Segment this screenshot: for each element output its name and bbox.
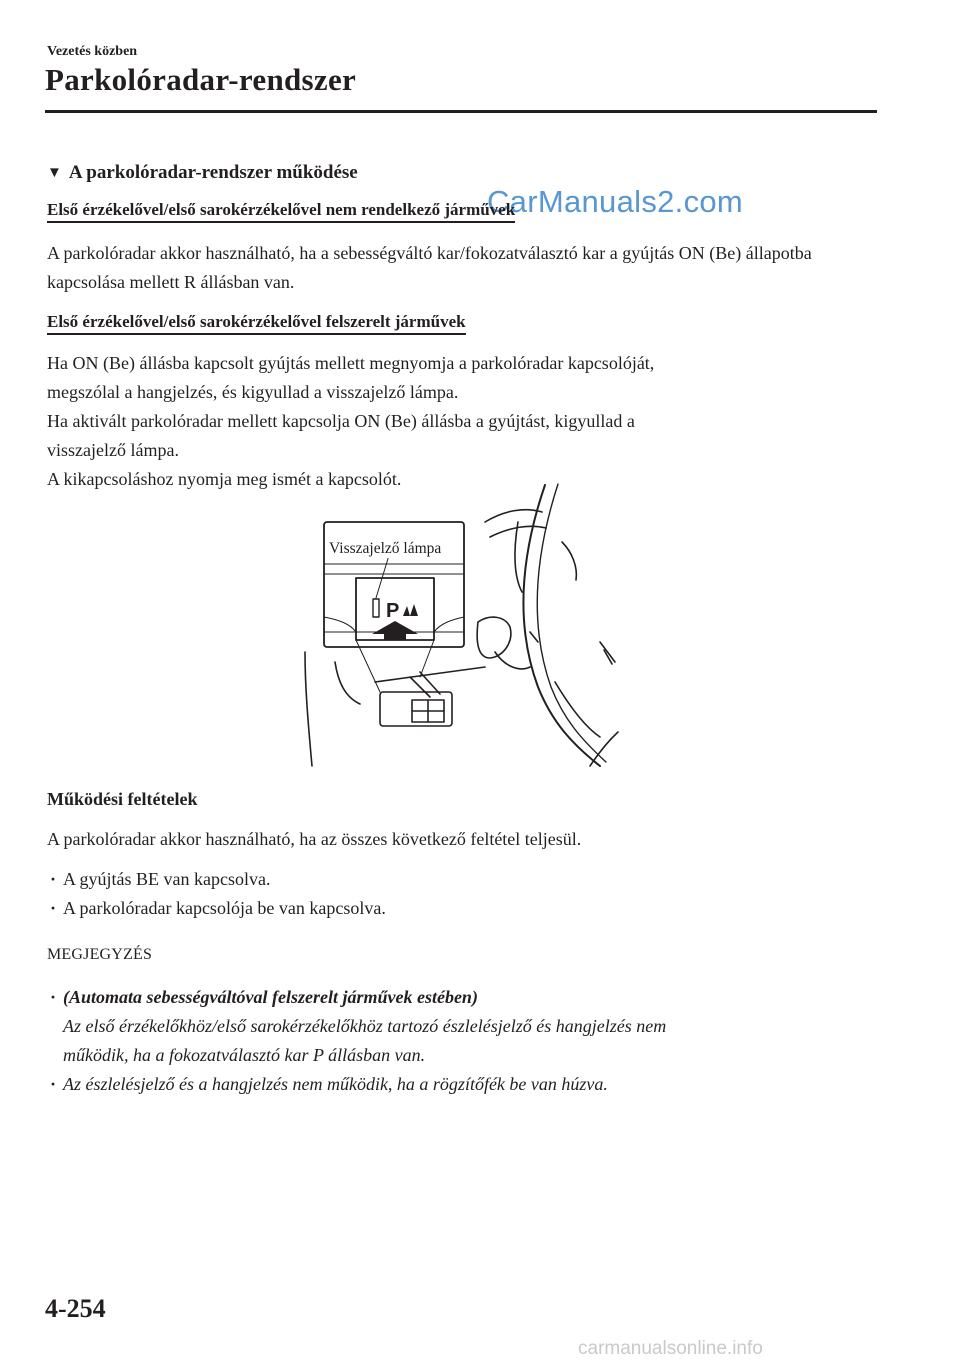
section-heading (47, 162, 358, 184)
paragraph-line: Ha aktivált parkolóradar mellett kapcsolja ON (Be) állásba a gyújtást, kigyullad a (47, 411, 635, 431)
svg-text:P: P (386, 600, 400, 622)
paragraph-line: Ha ON (Be) állásba kapcsolt gyújtás mellett megnyomja a parkolóradar kapcsolóját, (47, 353, 655, 373)
note-title: MEGJEGYZÉS (47, 946, 153, 963)
subheading-no-front-sensor: Első érzékelővel/első sarokérzékelővel nem rendelkező járművek (47, 200, 515, 223)
dashboard-illustration (300, 482, 620, 768)
paragraph-text: A parkolóradar akkor használható, ha az összes következő feltétel teljesül. (47, 829, 582, 849)
paragraph-line: megszólal a hangjelzés, és kigyullad a visszajelző lámpa. (47, 382, 459, 402)
indicator-lamp-label: Visszajelző lámpa (329, 540, 442, 557)
page-number: 4-254 (45, 1294, 106, 1323)
paragraph-no-front-sensor (47, 239, 877, 297)
conditions-intro (47, 825, 877, 854)
note-item-line: működik, ha a fokozatválasztó kar P állásban van. (63, 1045, 426, 1065)
section-label: Vezetés közben (47, 44, 138, 59)
paragraph-line: A kikapcsoláshoz nyomja meg ismét a kapcsolót. (47, 469, 402, 489)
list-item (47, 983, 877, 1070)
section-heading-text: A parkolóradar-rendszer működése (68, 162, 358, 183)
list-item: · Az észlelésjelző és a hangjelzés nem működik, ha a rögzítőfék be van húzva. (47, 1070, 877, 1099)
page-title: Parkolóradar-rendszer (45, 62, 357, 97)
watermark: CarManuals2.com (487, 184, 744, 219)
triangle-marker-icon: ▼ (47, 165, 62, 181)
paragraph-front-sensor (47, 349, 877, 494)
title-rule (45, 110, 877, 113)
list-item: · A gyújtás BE van kapcsolva. (47, 865, 386, 894)
list-item: · A parkolóradar kapcsolója be van kapcsolva. (47, 894, 386, 923)
footer-site-mark: carmanualsonline.info (578, 1338, 763, 1359)
paragraph-text: A parkolóradar akkor használható, ha a sebességváltó kar/fokozatválasztó kar a gyújtás ON (Be) állapotba kapcsolása mellett R állásban van. (47, 243, 812, 292)
note-item-line: Az első érzékelőkhöz/első sarokérzékelőkhöz tartozó észlelésjelző és hangjelzés nem (63, 1016, 667, 1036)
note-item-heading: · (Automata sebességváltóval felszerelt járművek estében) (63, 987, 478, 1007)
conditions-heading: Működési feltételek (47, 789, 198, 809)
note-body (47, 983, 877, 1099)
paragraph-line: visszajelző lámpa. (47, 440, 179, 460)
conditions-list (47, 865, 386, 923)
subheading-front-sensor: Első érzékelővel/első sarokérzékelővel felszerelt járművek (47, 312, 466, 335)
